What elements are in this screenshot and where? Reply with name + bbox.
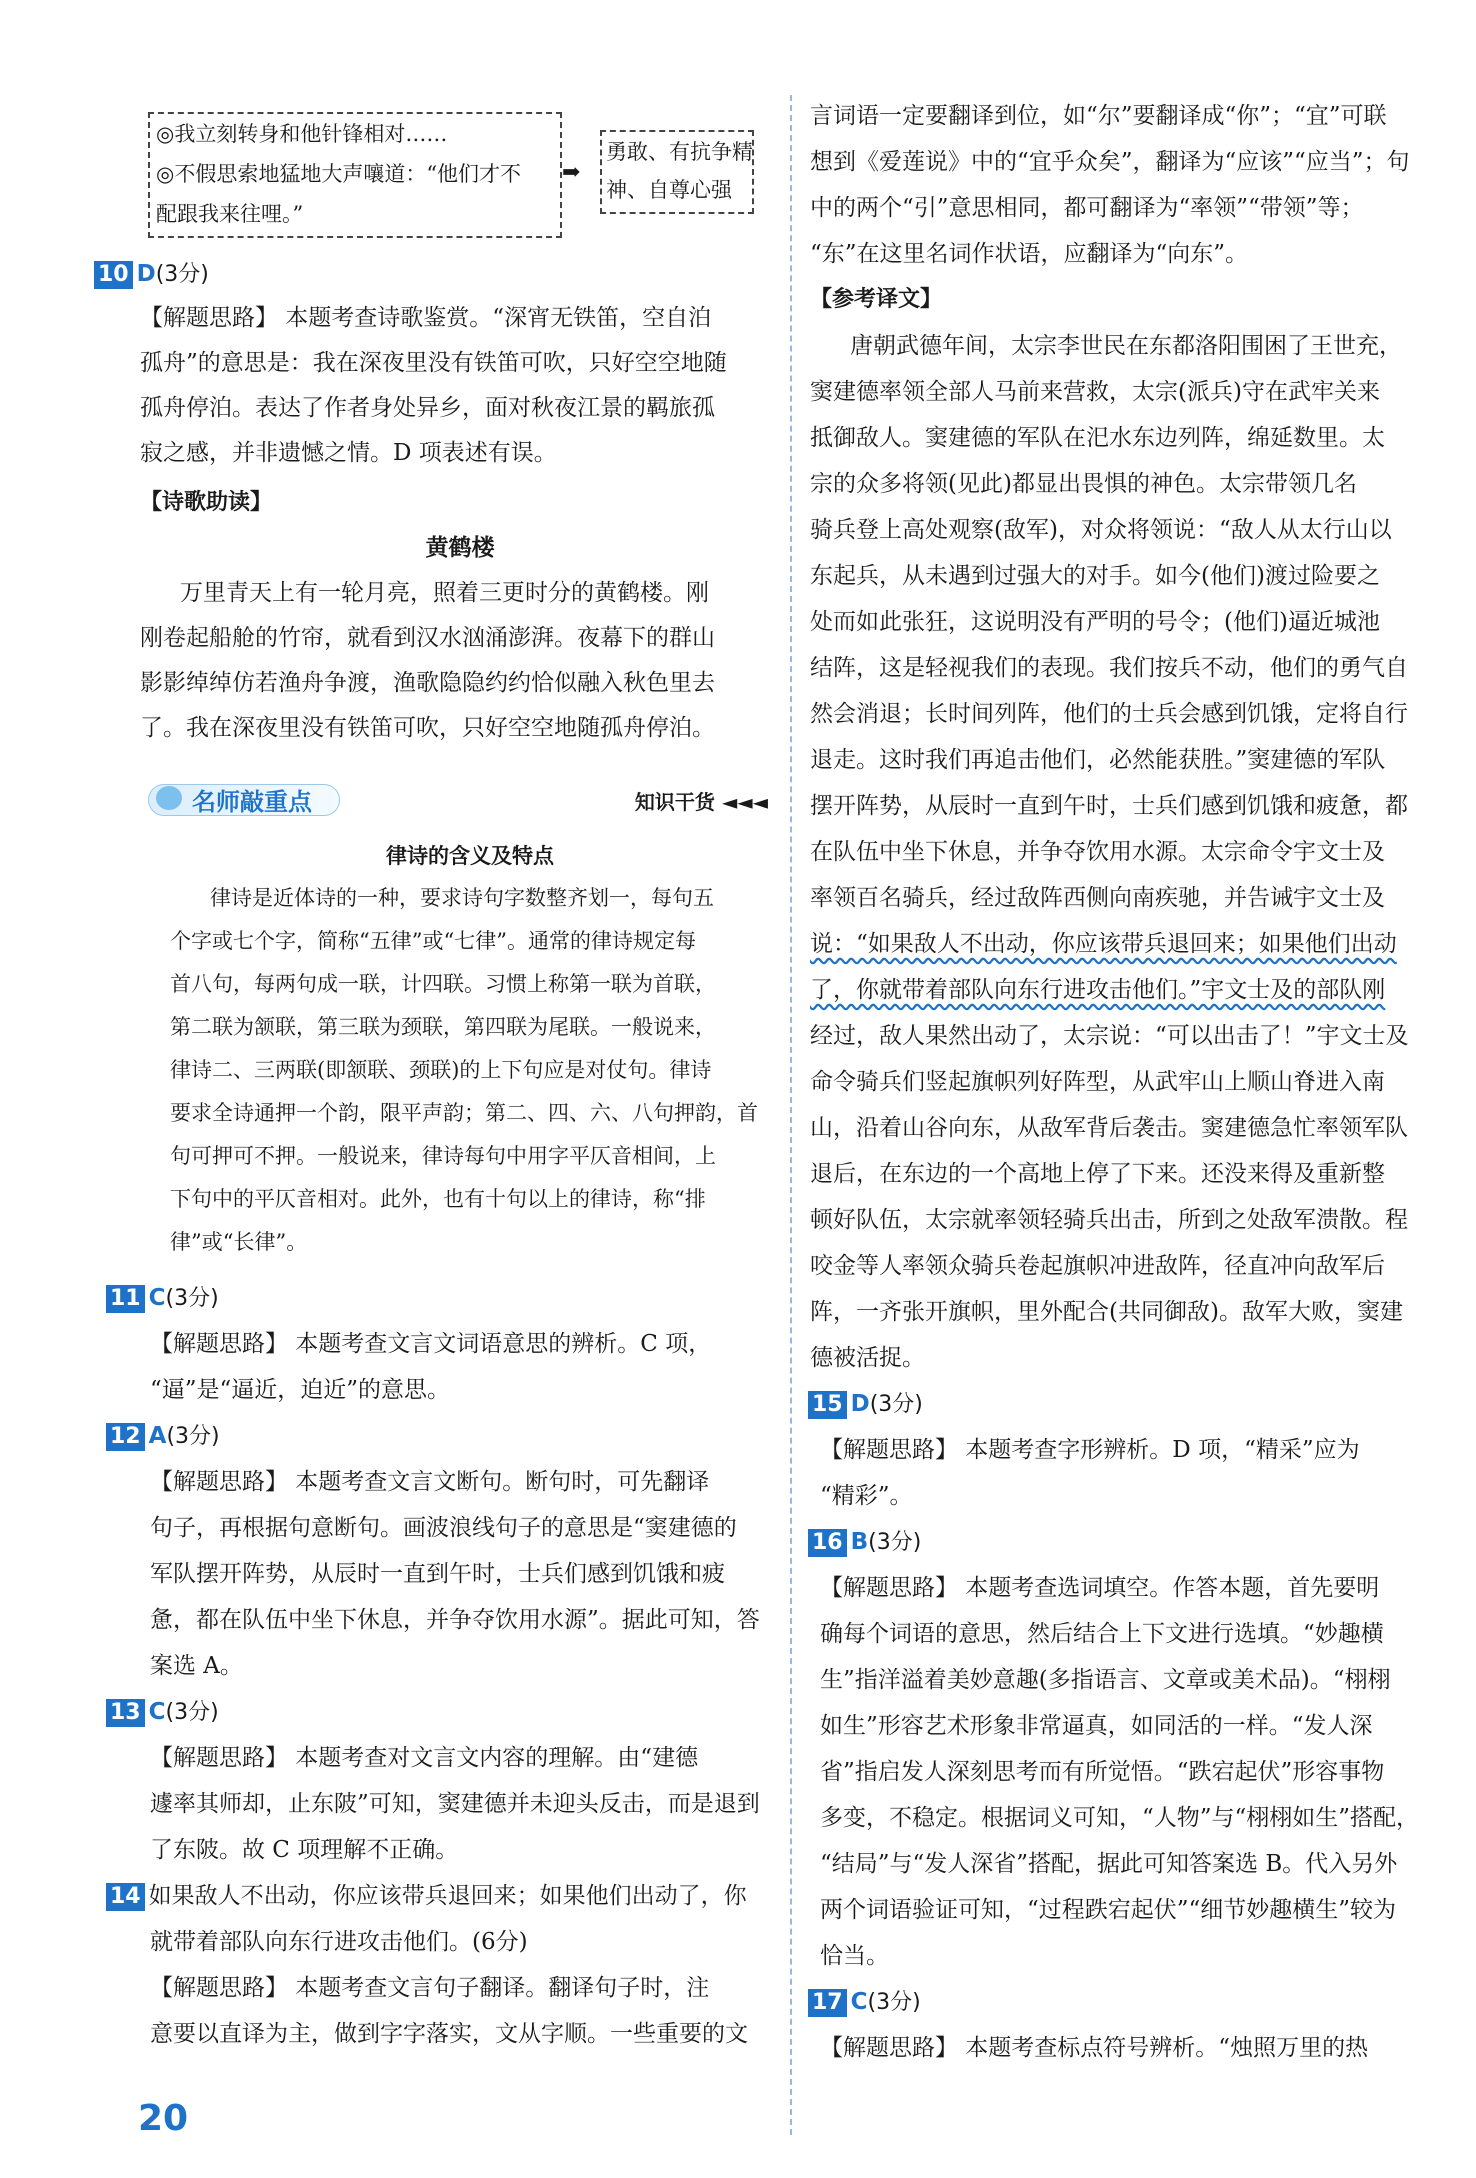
q14-explain: 【解题思路】 本题考查文言句子翻译。翻译句子时，注	[150, 1975, 710, 2001]
banner-title: 名师敲重点	[192, 788, 312, 816]
q11-explain: 【解题思路】 本题考查文言文词语意思的辨析。C 项，	[150, 1331, 712, 1357]
poem-line: 刚卷起船舱的竹帘，就看到汉水汹涌澎湃。夜幕下的群山	[140, 625, 715, 651]
ref-line: 在队伍中坐下休息，并争夺饮用水源。太宗命令宇文士及	[810, 839, 1385, 865]
knowledge-line: 个字或七个字，简称“五律”或“七律”。通常的律诗规定每	[170, 929, 696, 953]
box-right-line: 勇敢、有抗争精	[606, 140, 753, 164]
q13-explain: 了东陂。故 C 项理解不正确。	[150, 1837, 459, 1863]
q10-explain: 寂之感，并非遗憾之情。D 项表述有误。	[140, 440, 557, 466]
ref-line: 东起兵，从未遇到过强大的对手。如今(他们)渡过险要之	[810, 563, 1380, 589]
q16-explain: 恰当。	[820, 1943, 889, 1969]
answer-16: 16 B(3分)	[808, 1526, 921, 1559]
ref-line: 退后，在东边的一个高地上停了下来。还没来得及重新整	[810, 1161, 1385, 1187]
knowledge-line: 律诗是近体诗的一种，要求诗句字数整齐划一，每句五	[210, 886, 714, 910]
q16-explain: 如生”形容艺术形象非常逼真，如同活的一样。“发人深	[820, 1713, 1373, 1739]
answer-17: 17 C(3分)	[808, 1986, 921, 2019]
ref-line: 抵御敌人。窦建德的军队在汜水东边列阵，绵延数里。太	[810, 425, 1385, 451]
ref-line: 摆开阵势，从辰时一直到午时，士兵们感到饥饿和疲惫，都	[810, 793, 1408, 819]
ref-line: 率领百名骑兵，经过敌阵西侧向南疾驰，并告诫宇文士及	[810, 885, 1385, 911]
q11-explain: “逼”是“逼近，迫近”的意思。	[150, 1377, 451, 1403]
knowledge-line: 首八句，每两句成一联，计四联。习惯上称第一联为首联，	[170, 972, 716, 996]
ref-line: 骑兵登上高处观察(敌军)，对众将领说：“敌人从太行山以	[810, 517, 1392, 543]
ref-line: 窦建德率领全部人马前来营救，太宗(派兵)守在武牢关来	[810, 379, 1380, 405]
q14-explain: 意要以直译为主，做到字字落实，文从字顺。一些重要的文	[150, 2021, 748, 2047]
ref-line: 处而如此张狂，这说明没有严明的号令；(他们)逼近城池	[810, 609, 1380, 635]
poem-line: 万里青天上有一轮月亮，照着三更时分的黄鹤楼。刚	[180, 580, 709, 606]
right-line: “东”在这里名词作状语，应翻译为“向东”。	[810, 241, 1249, 267]
right-line: 想到《爱莲说》中的“宜乎众矣”，翻译为“应该”“应当”；句	[810, 149, 1410, 175]
q15-explain: “精彩”。	[820, 1483, 913, 1509]
q12-explain: 案选 A。	[150, 1653, 243, 1679]
q12-explain: 【解题思路】 本题考查文言文断句。断句时，可先翻译	[150, 1469, 710, 1495]
q16-explain: 两个词语验证可知，“过程跌宕起伏”“细节妙趣横生”较为	[820, 1897, 1397, 1923]
ref-line: 唐朝武德年间，太宗李世民在东都洛阳围困了王世充，	[850, 333, 1402, 359]
q16-explain: 生”指洋溢着美妙意趣(多指语言、文章或美术品)。“栩栩	[820, 1667, 1391, 1693]
answer-12: 12 A(3分)	[106, 1420, 220, 1453]
q13-explain: 【解题思路】 本题考查对文言文内容的理解。由“建德	[150, 1745, 699, 1771]
q12-explain: 军队摆开阵势，从辰时一直到午时，士兵们感到饥饿和疲	[150, 1561, 725, 1587]
answer-14: 14 如果敌人不出动，你应该带兵退回来；如果他们出动了，你	[106, 1880, 747, 1912]
banner-right-label: 知识干货 ◄◄◄	[634, 790, 768, 814]
q16-explain: 确每个词语的意思，然后结合上下文进行选填。“妙趣横	[820, 1621, 1384, 1647]
q16-explain: “结局”与“发人深省”搭配，据此可知答案选 B。代入另外	[820, 1851, 1398, 1877]
knowledge-line: 句可押可不押。一般说来，律诗每句中用字平仄音相间，上	[170, 1144, 716, 1168]
box-line: ◎不假思索地猛地大声嚷道：“他们才不	[156, 162, 522, 186]
q14-answer: 就带着部队向东行进攻击他们。(6分)	[150, 1929, 528, 1955]
box-right-line: 神、自尊心强	[606, 178, 732, 202]
answer-11: 11 C(3分)	[106, 1282, 219, 1315]
answer-13: 13 C(3分)	[106, 1696, 219, 1729]
ref-line: 德被活捉。	[810, 1345, 925, 1371]
q16-explain: 省”指启发人深刻思考而有所觉悟。“跌宕起伏”形容事物	[820, 1759, 1385, 1785]
box-line: 配跟我来往哩。”	[156, 202, 304, 226]
ref-line: 山，沿着山谷向东，从敌军背后袭击。窦建德急忙率领军队	[810, 1115, 1408, 1141]
page-number: 20	[138, 2098, 189, 2139]
right-line: 言词语一定要翻译到位，如“尔”要翻译成“你”；“宜”可联	[810, 103, 1387, 129]
right-line: 中的两个“引”意思相同，都可翻译为“率领”“带领”等；	[810, 195, 1364, 221]
ref-line: 宗的众多将领(见此)都显出畏惧的神色。太宗带领几名	[810, 471, 1357, 497]
q15-explain: 【解题思路】 本题考查字形辨析。D 项，“精采”应为	[820, 1437, 1360, 1463]
q10-explain: 孤舟停泊。表达了作者身处异乡，面对秋夜江景的羁旅孤	[140, 395, 715, 421]
knowledge-banner	[148, 780, 768, 820]
q17-explain: 【解题思路】 本题考查标点符号辨析。“烛照万里的热	[820, 2035, 1369, 2061]
q12-explain: 惫，都在队伍中坐下休息，并争夺饮用水源”。据此可知，答	[150, 1607, 760, 1633]
q12-explain: 句子，再根据句意断句。画波浪线句子的意思是“窦建德的	[150, 1515, 737, 1541]
knowledge-title: 律诗的含义及特点	[386, 844, 554, 868]
q10-explain: 孤舟”的意思是：我在深夜里没有铁笛可吹，只好空空地随	[140, 350, 727, 376]
ref-line: 顿好队伍，太宗就率领轻骑兵出击，所到之处敌军溃散。程	[810, 1207, 1408, 1233]
ref-line: 经过，敌人果然出动了，太宗说：“可以出击了！”宇文士及	[810, 1023, 1409, 1049]
q16-explain: 多变，不稳定。根据词义可知，“人物”与“栩栩如生”搭配，	[820, 1805, 1420, 1831]
poem-help-heading: 【诗歌助读】	[140, 490, 273, 515]
ref-line-wavy: 了，你就带着部队向东行进攻击他们。”宇文士及的部队刚	[810, 977, 1386, 1003]
ref-line: 然会消退；长时间列阵，他们的士兵会感到饥饿，定将自行	[810, 701, 1408, 727]
q16-explain: 【解题思路】 本题考查选词填空。作答本题，首先要明	[820, 1575, 1380, 1601]
ref-line: 阵，一齐张开旗帜，里外配合(共同御敌)。敌军大败，窦建	[810, 1299, 1403, 1325]
poem-line: 影影绰绰仿若渔舟争渡，渔歌隐隐约约恰似融入秋色里去	[140, 670, 715, 696]
ref-line: 结阵，这是轻视我们的表现。我们按兵不动，他们的勇气自	[810, 655, 1408, 681]
answer-15: 15 D(3分)	[808, 1388, 923, 1421]
ref-line: 咬金等人率领众骑兵卷起旗帜冲进敌阵，径直冲向敌军后	[810, 1253, 1385, 1279]
q10-explain: 【解题思路】 本题考查诗歌鉴赏。“深宵无铁笛，空自泊	[140, 305, 712, 331]
answer-10: 10 D(3分)	[94, 258, 209, 291]
ref-line: 命令骑兵们竖起旗帜列好阵型，从武牢山上顺山脊进入南	[810, 1069, 1385, 1095]
box-line: ◎我立刻转身和他针锋相对……	[156, 122, 448, 146]
knowledge-line: 要求全诗通押一个韵，限平声韵；第二、四、六、八句押韵，首	[170, 1101, 758, 1125]
ref-line-wavy: 说：“如果敌人不出动，你应该带兵退回来；如果他们出动	[810, 931, 1397, 957]
knowledge-line: 下句中的平仄音相对。此外，也有十句以上的律诗，称“排	[170, 1187, 706, 1211]
teacher-icon	[156, 786, 182, 810]
ref-line: 退走。这时我们再追击他们，必然能获胜。”窦建德的军队	[810, 747, 1386, 773]
arrow-right-icon: ➡	[562, 160, 581, 185]
knowledge-line: 律”或“长律”。	[170, 1230, 308, 1254]
q13-explain: 遽率其师却，止东陂”可知，窦建德并未迎头反击，而是退到	[150, 1791, 760, 1817]
poem-title: 黄鹤楼	[425, 535, 495, 561]
ref-heading: 【参考译文】	[810, 287, 943, 312]
column-divider	[790, 95, 792, 2135]
knowledge-line: 第二联为颔联，第三联为颈联，第四联为尾联。一般说来，	[170, 1015, 716, 1039]
poem-line: 了。我在深夜里没有铁笛可吹，只好空空地随孤舟停泊。	[140, 715, 715, 741]
knowledge-line: 律诗二、三两联(即颔联、颈联)的上下句应是对仗句。律诗	[170, 1058, 712, 1082]
